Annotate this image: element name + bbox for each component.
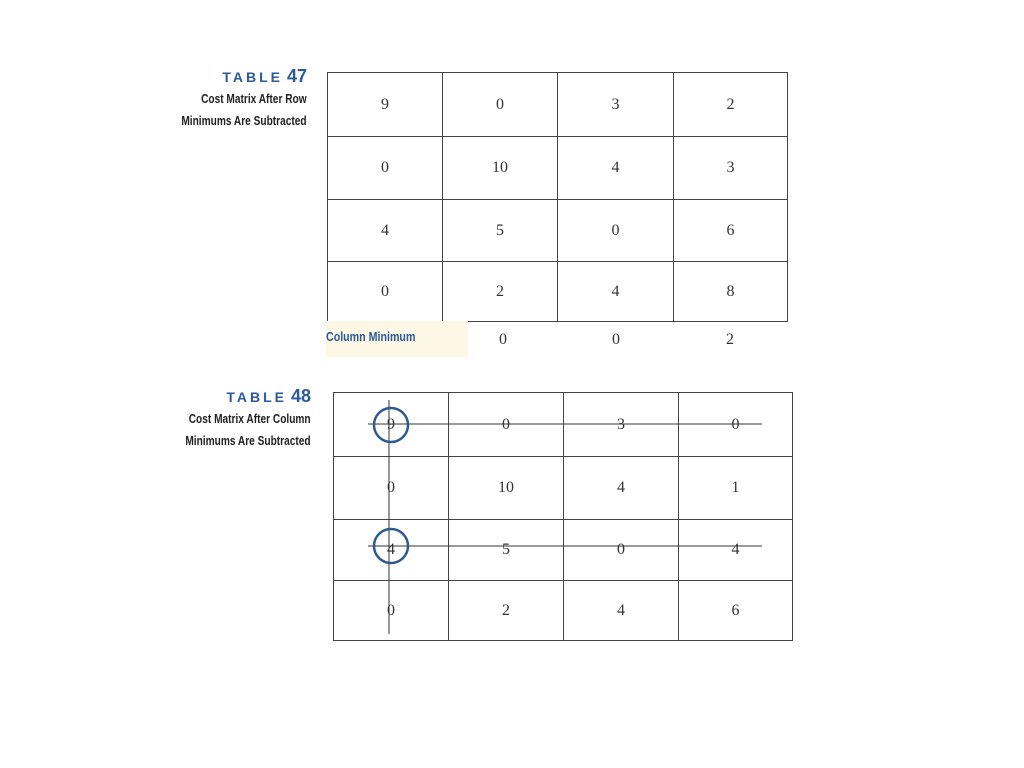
- matrix-cell: 0: [328, 137, 443, 200]
- matrix-cell: 5: [443, 200, 558, 262]
- column-minimum-label-box: [326, 321, 468, 357]
- matrix-cell: 0: [564, 520, 679, 581]
- table-row: [334, 520, 793, 581]
- table48-caption-line1: Cost Matrix After Column: [189, 411, 311, 426]
- matrix-cell: 6: [679, 581, 793, 641]
- matrix-cell: 0: [334, 581, 449, 641]
- matrix-cell: 4: [334, 520, 449, 581]
- column-minimum-label: Column Minimum: [326, 329, 416, 344]
- table-row: [328, 262, 788, 322]
- table47-caption: [146, 66, 307, 132]
- table48-caption-line2: Minimums Are Subtracted: [185, 433, 311, 448]
- table48-label: TABLE: [226, 389, 287, 405]
- column-minimum-value: 0: [612, 331, 620, 348]
- table-row: [328, 200, 788, 262]
- table47-number: 47: [286, 66, 307, 86]
- matrix-cell: 1: [679, 457, 793, 520]
- matrix-cell: 3: [564, 393, 679, 457]
- matrix-cell: 4: [558, 137, 674, 200]
- column-minimum-value: 2: [726, 331, 734, 348]
- matrix-cell: 10: [449, 457, 564, 520]
- matrix-cell: 3: [674, 137, 788, 200]
- table48-caption: [150, 386, 311, 452]
- matrix-cell: 0: [558, 200, 674, 262]
- table-row: [334, 581, 793, 641]
- matrix-cell: 0: [328, 262, 443, 322]
- table47-heading: [146, 66, 307, 87]
- table47-matrix: [327, 72, 788, 322]
- matrix-cell: 8: [674, 262, 788, 322]
- matrix-cell: 4: [558, 262, 674, 322]
- matrix-cell: 5: [449, 520, 564, 581]
- matrix-cell: 2: [443, 262, 558, 322]
- matrix-cell: 9: [334, 393, 449, 457]
- matrix-cell: 0: [449, 393, 564, 457]
- table48-heading: [150, 386, 311, 407]
- table-row: [334, 457, 793, 520]
- table47-label: TABLE: [222, 69, 283, 85]
- matrix-cell: 3: [558, 73, 674, 137]
- table47-caption-line2: Minimums Are Subtracted: [181, 113, 307, 128]
- column-minimum-value: 0: [499, 331, 507, 348]
- matrix-cell: 0: [334, 457, 449, 520]
- table48-number: 48: [290, 386, 311, 406]
- matrix-cell: 4: [564, 581, 679, 641]
- table47-caption-line1: Cost Matrix After Row: [201, 91, 307, 106]
- matrix-cell: 0: [443, 73, 558, 137]
- matrix-cell: 6: [674, 200, 788, 262]
- table-row: [328, 137, 788, 200]
- matrix-cell: 4: [564, 457, 679, 520]
- matrix-cell: 9: [328, 73, 443, 137]
- matrix-cell: 0: [679, 393, 793, 457]
- matrix-cell: 4: [679, 520, 793, 581]
- table-row: [334, 393, 793, 457]
- table48-matrix: [333, 392, 793, 641]
- matrix-cell: 10: [443, 137, 558, 200]
- matrix-cell: 2: [449, 581, 564, 641]
- table-row: [328, 73, 788, 137]
- matrix-cell: 2: [674, 73, 788, 137]
- matrix-cell: 4: [328, 200, 443, 262]
